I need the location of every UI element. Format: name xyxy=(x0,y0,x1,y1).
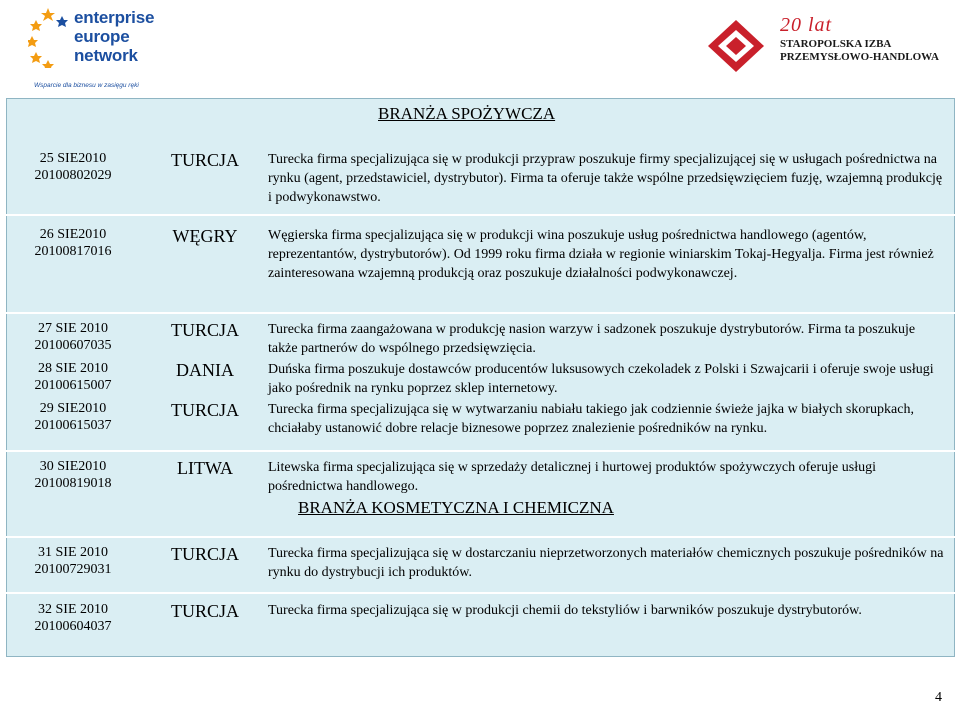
sip-name xyxy=(780,38,939,64)
offer-date: 31 SIE 2010 xyxy=(38,545,108,560)
enterprise-europe-network-logo xyxy=(28,4,178,92)
offer-number: 20100802029 xyxy=(34,168,112,183)
offer-number: 20100615037 xyxy=(34,418,112,433)
offer-description: Turecka firma specjalizująca się w dostarczaniu nieprzetworzonych materiałów chemicznych poszukuje pośredników na rynku do dystrybucji ich produktów. xyxy=(268,546,944,580)
row-separator xyxy=(6,214,955,216)
staropolska-izba-logo xyxy=(704,14,954,74)
een-line-1: enterprise xyxy=(74,8,155,27)
een-line-3: network xyxy=(74,46,138,65)
offer-id-cell xyxy=(6,226,140,260)
offer-id-cell xyxy=(6,360,140,394)
offer-country: WĘGRY xyxy=(172,226,238,246)
offer-description: Turecka firma specjalizująca się w wytwarzaniu nabiału takiego jak codziennie świeże jajka w białych skorupkach, chciałaby ustanowić dobre relacje biznesowe poprzez znalezienie pośredników na rynku. xyxy=(268,402,914,436)
offer-date: 26 SIE2010 xyxy=(39,227,107,242)
row-separator xyxy=(6,592,955,594)
een-line-2: europe xyxy=(74,27,130,46)
row-separator xyxy=(6,450,955,452)
een-stars-icon xyxy=(28,6,78,68)
offer-number: 20100607035 xyxy=(34,338,112,353)
offer-id-cell xyxy=(6,400,140,434)
offer-date: 32 SIE 2010 xyxy=(38,602,108,617)
offer-id-cell xyxy=(6,544,140,578)
een-wordmark xyxy=(74,8,154,65)
offer-country: TURCJA xyxy=(170,601,239,621)
offer-number: 20100615007 xyxy=(34,378,112,393)
offer-country: LITWA xyxy=(177,458,233,478)
sip-name-line-1: STAROPOLSKA IZBA xyxy=(780,38,892,50)
offer-id-cell xyxy=(6,458,140,492)
offer-id-cell xyxy=(6,601,140,635)
offer-date: 29 SIE2010 xyxy=(39,401,107,416)
offer-country: TURCJA xyxy=(170,544,239,564)
offer-id-cell xyxy=(6,150,140,184)
offer-description: Węgierska firma specjalizująca się w produkcji wina poszukuje usług pośrednictwa handlowego (agentów, reprezentantów, dystrybutorów). Od 1999 roku firma działa w regionie winiarskim Tokaj-Hegyalja. Firma jest również zainteresowana wzajemną produkcją oraz poszukuje działalności podwykonawczej. xyxy=(268,228,934,281)
offer-country: TURCJA xyxy=(170,320,239,340)
section-heading-food: BRANŻA SPOŻYWCZA xyxy=(378,104,556,123)
offer-country: TURCJA xyxy=(170,150,239,170)
offer-country: TURCJA xyxy=(170,400,239,420)
sip-emblem-icon xyxy=(704,16,770,74)
offer-description: Litewska firma specjalizująca się w sprzedaży detalicznej i hurtowej produktów spożywczych oferuje usługi pośrednictwa handlowego. xyxy=(268,460,876,494)
offer-date: 25 SIE2010 xyxy=(39,151,107,166)
offer-number: 20100817016 xyxy=(34,244,112,259)
offer-date: 28 SIE 2010 xyxy=(38,361,108,376)
page-number: 4 xyxy=(935,690,942,705)
sip-name-line-2: PRZEMYSŁOWO-HANDLOWA xyxy=(780,51,939,63)
offer-date: 27 SIE 2010 xyxy=(38,321,108,336)
offer-number: 20100729031 xyxy=(34,562,112,577)
offer-id-cell xyxy=(6,320,140,354)
offer-description: Turecka firma specjalizująca się w produkcji przypraw poszukuje firmy specjalizującej się w usługach pośrednictwa na rynku (agent, przedstawiciel, dystrybutor). Firma ta oferuje także wspólne przedsięwzięciem fuzję, wzajemną produkcję i podwykonawstwo. xyxy=(268,152,943,205)
section-heading-cosmetics: BRANŻA KOSMETYCZNA I CHEMICZNA xyxy=(298,498,614,517)
offer-number: 20100604037 xyxy=(34,619,112,634)
offer-description: Turecka firma zaangażowana w produkcję nasion warzyw i sadzonek poszukuje dystrybutorów. Firma ta poszukuje także partnerów do wspólnego przedsięwzięcia. xyxy=(268,322,916,356)
row-separator xyxy=(6,536,955,538)
sip-anniversary: 20 lat xyxy=(780,14,833,36)
offer-number: 20100819018 xyxy=(34,476,112,491)
offer-description: Duńska firma poszukuje dostawców producentów luksusowych czekoladek z Polski i Szwajcarii i oferuje swoje usługi jako pośrednik na rynku poprzez sklep internetowy. xyxy=(268,362,934,396)
offer-description: Turecka firma specjalizująca się w produkcji chemii do tekstyliów i barwników poszukuje dystrybutorów. xyxy=(268,603,862,618)
een-tagline: Wsparcie dla biznesu w zasięgu ręki xyxy=(34,82,139,89)
offer-country: DANIA xyxy=(176,360,234,380)
row-separator xyxy=(6,312,955,314)
offer-date: 30 SIE2010 xyxy=(39,459,107,474)
